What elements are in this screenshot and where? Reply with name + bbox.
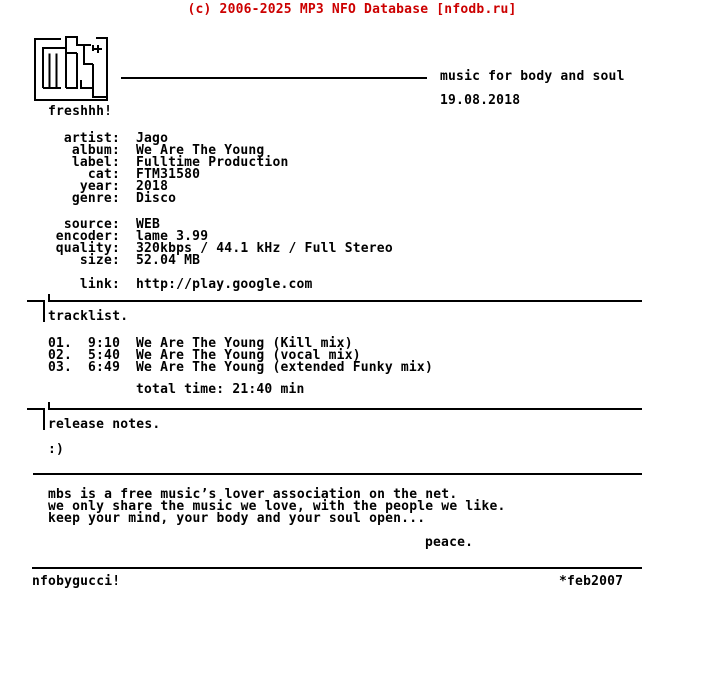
info-label: label: [71, 155, 120, 170]
notes-decor-tick [27, 408, 44, 410]
info-row-size [32, 253, 201, 268]
notes-section-title: release notes. [48, 417, 161, 432]
info-row-quality [32, 241, 393, 256]
mbs-logo-icon [33, 36, 109, 102]
info-value-cat: FTM31580 [136, 167, 201, 182]
site-banner-link[interactable]: (c) 2006-2025 MP3 NFO Database [nfodb.ru] [187, 2, 517, 17]
info-row-year [32, 179, 169, 194]
info-value-source: WEB [136, 217, 161, 232]
info-value-encoder: lame 3.99 [136, 229, 209, 244]
info-row-encoder [32, 229, 209, 244]
track-title: We Are The Young (vocal mix) [136, 348, 361, 363]
footer-motto-line: keep your mind, your body and your soul open... [48, 511, 426, 526]
release-url-link[interactable]: http://play.google.com [136, 277, 313, 292]
footer-bottom-rule [32, 567, 642, 569]
info-row-source [32, 217, 161, 232]
notes-section-rule [48, 408, 642, 410]
info-label: year: [79, 179, 120, 194]
track-number: 03. [48, 360, 73, 375]
info-row-genre [32, 191, 177, 206]
tracklist-total-time: total time: 21:40 min [136, 382, 305, 397]
track-number: 01. [48, 336, 73, 351]
info-label: artist: [63, 131, 120, 146]
info-label: encoder: [55, 229, 120, 244]
track-title: We Are The Young (Kill mix) [136, 336, 353, 351]
info-value-quality: 320kbps / 44.1 kHz / Full Stereo [136, 241, 393, 256]
header-tagline: music for body and soul [440, 69, 625, 84]
track-title: We Are The Young (extended Funky mix) [136, 360, 433, 375]
info-row-artist [32, 131, 169, 146]
track-duration: 6:49 [88, 360, 121, 375]
info-label: source: [63, 217, 120, 232]
nfo-credit: nfobygucci! [32, 574, 121, 589]
footer-top-rule [33, 473, 642, 475]
tracklist-decor-drop [43, 300, 45, 322]
logo-caption: freshhh! [48, 104, 113, 119]
info-value-album: We Are The Young [136, 143, 265, 158]
info-label: link: [79, 277, 120, 292]
info-row-label [32, 155, 289, 170]
info-label: album: [71, 143, 120, 158]
footer-motto-line: mbs is a free music’s lover association on the net. [48, 487, 458, 502]
info-row-album [32, 143, 265, 158]
footer-motto-line: we only share the music we love, with the people we like. [48, 499, 506, 514]
info-label: genre: [71, 191, 120, 206]
info-row-cat [32, 167, 201, 182]
track-number: 02. [48, 348, 73, 363]
info-label: cat: [87, 167, 120, 182]
info-value-size: 52.04 MB [136, 253, 201, 268]
info-label: size: [79, 253, 120, 268]
logo-letter-b [66, 39, 77, 88]
release-date: 19.08.2018 [440, 93, 521, 108]
notes-decor-drop [43, 408, 45, 430]
logo-letter-m [43, 48, 66, 88]
logo-letter-b-ascender [66, 37, 91, 45]
info-value-artist: Jago [136, 131, 169, 146]
release-note-text: :) [48, 442, 65, 457]
header-rule [121, 77, 427, 79]
info-row-link [32, 277, 313, 292]
track-row [32, 348, 361, 363]
footer-peace-text: peace. [425, 535, 474, 550]
tracklist-section-rule [48, 300, 642, 302]
track-row [32, 360, 433, 375]
tracklist-section-title: tracklist. [48, 309, 129, 324]
tracklist-decor-tick [27, 300, 44, 302]
track-row [32, 336, 353, 351]
track-duration: 5:40 [88, 348, 121, 363]
info-value-label: Fulltime Production [136, 155, 289, 170]
nfo-date-stamp: *feb2007 [559, 574, 624, 589]
info-value-genre: Disco [136, 191, 177, 206]
info-value-year: 2018 [136, 179, 169, 194]
info-label: quality: [55, 241, 120, 256]
track-duration: 9:10 [88, 336, 121, 351]
logo-letter-s [81, 45, 107, 97]
logo-plus-icon [94, 45, 102, 53]
